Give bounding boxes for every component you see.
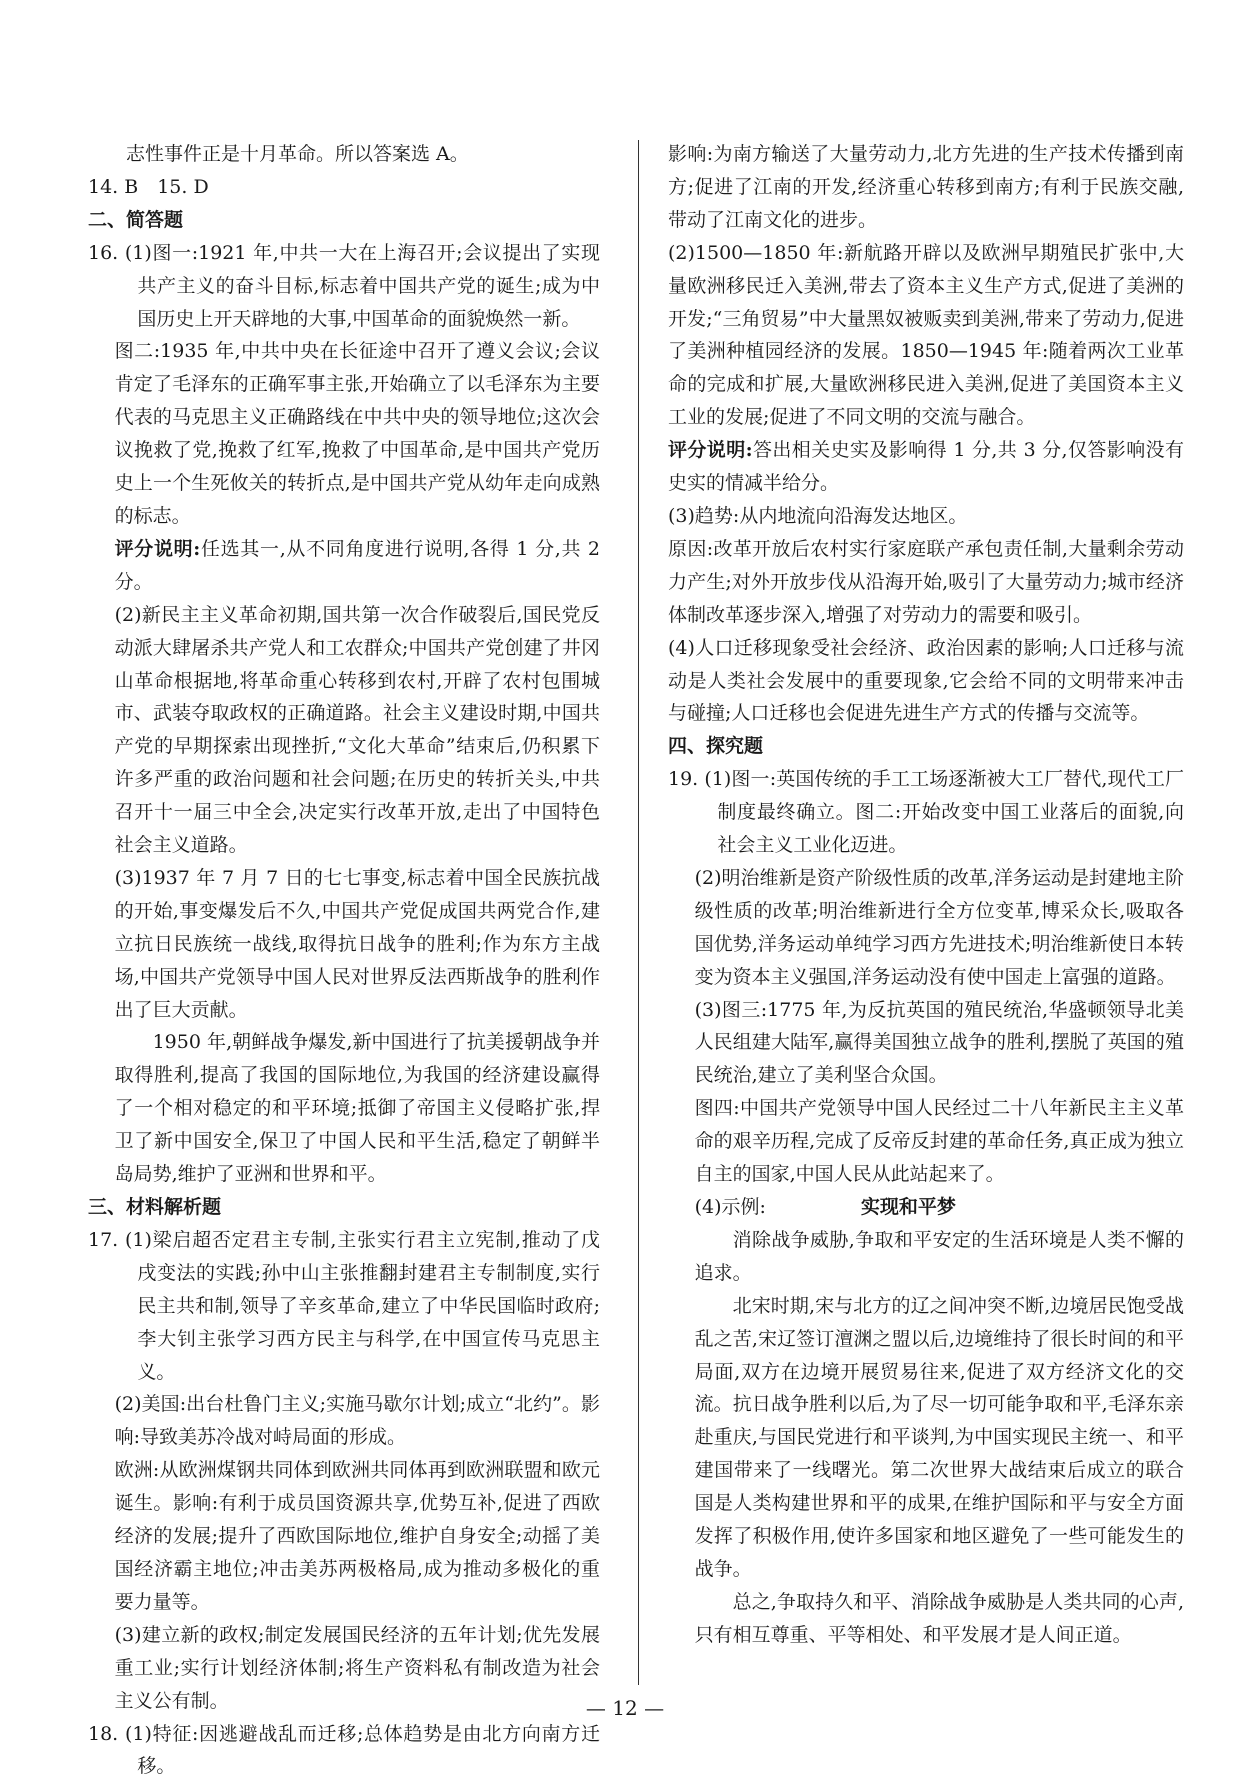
example-heading	[668, 1191, 1184, 1224]
left-column	[88, 138, 600, 1783]
example-label: (4)示例:	[695, 1196, 766, 1218]
answer-paragraph: (3)趋势:从内地流向沿海发达地区。	[668, 500, 1184, 533]
answer-paragraph: (2)明治维新是资产阶级性质的改革,洋务运动是封建地主阶级性质的改革;明治维新进行全方位变革,博采众长,吸取各国优势,洋务运动单纯学习西方先进技术;明治维新使日本转变为资本主义强国,洋务运动没有使中国走上富强的道路。	[668, 862, 1184, 994]
answer-paragraph: 1950 年,朝鲜战争爆发,新中国进行了抗美援朝战争并取得胜利,提高了我国的国际地位,为我国的经济建设赢得了一个相对稳定的和平环境;抵御了帝国主义侵略扩张,捍卫了新中国安全,保卫了中国人民和平生活,稳定了朝鲜半岛局势,维护了亚洲和世界和平。	[88, 1026, 600, 1191]
answer-paragraph: 原因:改革开放后农村实行家庭联产承包责任制,大量剩余劳动力产生;对外开放步伐从沿海开始,吸引了大量劳动力;城市经济体制改革逐步深入,增强了对劳动力的需要和吸引。	[668, 533, 1184, 632]
answer-paragraph: 欧洲:从欧洲煤钢共同体到欧洲共同体再到欧洲联盟和欧元诞生。影响:有利于成员国资源共享,优势互补,促进了西欧经济的发展;提升了西欧国际地位,维护自身安全;动摇了美国经济霸主地位;冲击美苏两极格局,成为推动多极化的重要力量等。	[88, 1454, 600, 1619]
answer-paragraph: 17. (1)梁启超否定君主专制,主张实行君主立宪制,推动了戊戌变法的实践;孙中山主张推翻封建君主专制制度,实行民主共和制,领导了辛亥革命,建立了中华民国临时政府;李大钊主张学习西方民主与科学,在中国宣传马克思主义。	[88, 1224, 600, 1389]
scoring-text: 任选其一,从不同角度进行说明,各得 1 分,共 2 分。	[115, 538, 600, 593]
answer-paragraph: 16. (1)图一:1921 年,中共一大在上海召开;会议提出了实现共产主义的奋斗目标,标志着中国共产党的诞生;成为中国历史上开天辟地的大事,中国革命的面貌焕然一新。	[88, 237, 600, 336]
answer-paragraph: (3)图三:1775 年,为反抗英国的殖民统治,华盛顿领导北美人民组建大陆军,赢得美国独立战争的胜利,摆脱了英国的殖民统治,建立了美利坚合众国。	[668, 994, 1184, 1093]
essay-paragraph: 北宋时期,宋与北方的辽之间冲突不断,边境居民饱受战乱之苦,宋辽签订澶渊之盟以后,边境维持了很长时间的和平局面,双方在边境开展贸易往来,促进了双方经济文化的交流。抗日战争胜利以后,为了尽一切可能争取和平,毛泽东亲赴重庆,与国民党进行和平谈判,为中国实现民主统一、和平建国带来了一线曙光。第二次世界大战结束后成立的联合国是人类构建世界和平的成果,在维护国际和平与安全方面发挥了积极作用,使许多国家和地区避免了一些可能发生的战争。	[668, 1290, 1184, 1586]
page-number: — 12 —	[0, 1696, 1250, 1720]
answer-paragraph: (2)1500—1850 年:新航路开辟以及欧洲早期殖民扩张中,大量欧洲移民迁入美洲,带去了资本主义生产方式,促进了美洲的开发;“三角贸易”中大量黑奴被贩卖到美洲,带来了劳动力,促进了美洲种植园经济的发展。1850—1945 年:随着两次工业革命的完成和扩展,大量欧洲移民进入美洲,促进了美国资本主义工业的发展;促进了不同文明的交流与融合。	[668, 237, 1184, 434]
answer-paragraph: 18. (1)特征:因逃避战乱而迁移;总体趋势是由北方向南方迁移。	[88, 1718, 600, 1783]
answer-paragraph: 影响:为南方输送了大量劳动力,北方先进的生产技术传播到南方;促进了江南的开发,经济重心转移到南方;有利于民族交融,带动了江南文化的进步。	[668, 138, 1184, 237]
text-line: 志性事件正是十月革命。所以答案选 A。	[88, 138, 600, 171]
answer-paragraph: (3)建立新的政权;制定发展国民经济的五年计划;优先发展重工业;实行计划经济体制;将生产资料私有制改造为社会主义公有制。	[88, 1619, 600, 1718]
right-column	[668, 138, 1184, 1652]
answer-paragraph: (2)新民主主义革命初期,国共第一次合作破裂后,国民党反动派大肆屠杀共产党人和工农群众;中国共产党创建了井冈山革命根据地,将革命重心转移到农村,开辟了农村包围城市、武装夺取政权的正确道路。社会主义建设时期,中国共产党的早期探索出现挫折,“文化大革命”结束后,仍积累下许多严重的政治问题和社会问题;在历史的转折关头,中共召开十一届三中全会,决定实行改革开放,走出了中国特色社会主义道路。	[88, 599, 600, 862]
answer-paragraph: (3)1937 年 7 月 7 日的七七事变,标志着中国全民族抗战的开始,事变爆发后不久,中国共产党促成国共两党合作,建立抗日民族统一战线,取得抗日战争的胜利;作为东方主战场,中国共产党领导中国人民对世界反法西斯战争的胜利作出了巨大贡献。	[88, 862, 600, 1027]
scoring-label: 评分说明:	[115, 538, 201, 560]
answer-paragraph: 19. (1)图一:英国传统的手工工场逐渐被大工厂替代,现代工厂制度最终确立。图二:开始改变中国工业落后的面貌,向社会主义工业化迈进。	[668, 763, 1184, 862]
essay-title: 实现和平梦	[861, 1196, 956, 1218]
essay-paragraph: 消除战争威胁,争取和平安定的生活环境是人类不懈的追求。	[668, 1224, 1184, 1290]
scoring-label: 评分说明:	[668, 439, 753, 461]
answer-paragraph: (4)人口迁移现象受社会经济、政治因素的影响;人口迁移与流动是人类社会发展中的重要现象,它会给不同的文明带来冲击与碰撞;人口迁移也会促进先进生产方式的传播与交流等。	[668, 632, 1184, 731]
scoring-text: 答出相关史实及影响得 1 分,共 3 分,仅答影响没有史实的情减半给分。	[668, 439, 1184, 494]
section-heading: 四、探究题	[668, 730, 1184, 763]
section-heading: 二、简答题	[88, 204, 600, 237]
answer-line: 14. B 15. D	[88, 171, 600, 204]
answer-paragraph: (2)美国:出台杜鲁门主义;实施马歇尔计划;成立“北约”。影响:导致美苏冷战对峙局面的形成。	[88, 1388, 600, 1454]
answer-paragraph: 图二:1935 年,中共中央在长征途中召开了遵义会议;会议肯定了毛泽东的正确军事主张,开始确立了以毛泽东为主要代表的马克思主义正确路线在中共中央的领导地位;这次会议挽救了党,挽救了红军,挽救了中国革命,是中国共产党历史上一个生死攸关的转折点,是中国共产党从幼年走向成熟的标志。	[88, 335, 600, 532]
column-divider	[638, 140, 639, 1685]
answer-paragraph: 图四:中国共产党领导中国人民经过二十八年新民主主义革命的艰辛历程,完成了反帝反封建的革命任务,真正成为独立自主的国家,中国人民从此站起来了。	[668, 1092, 1184, 1191]
scoring-note	[88, 533, 600, 599]
scoring-note	[668, 434, 1184, 500]
essay-paragraph: 总之,争取持久和平、消除战争威胁是人类共同的心声,只有相互尊重、平等相处、和平发展才是人间正道。	[668, 1586, 1184, 1652]
section-heading: 三、材料解析题	[88, 1191, 600, 1224]
